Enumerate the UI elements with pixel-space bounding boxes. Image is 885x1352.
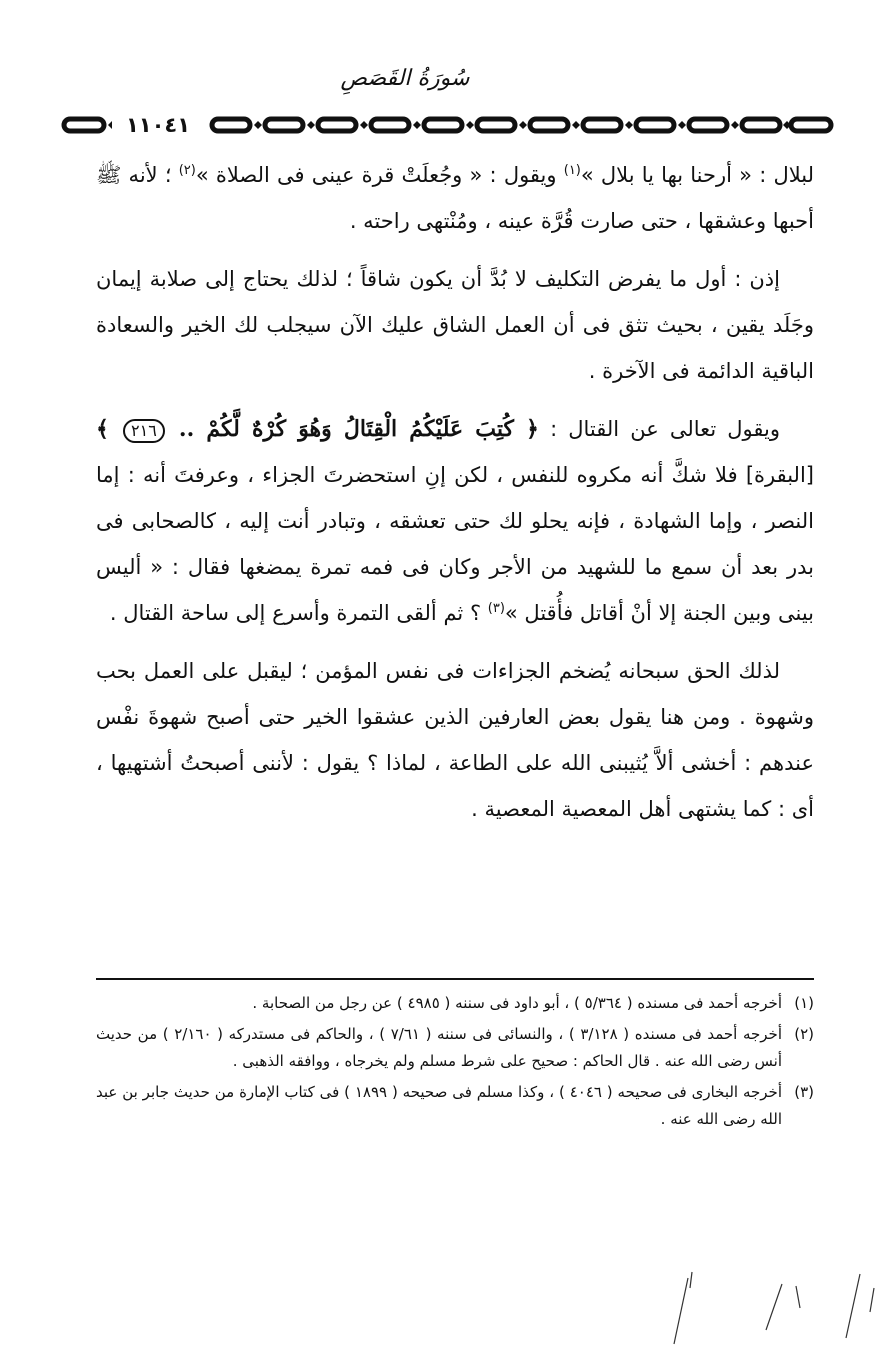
footnote-label: (٢) <box>794 1025 814 1043</box>
text-run: ؛ لأنه ﷺ أحبها وعشقها ، حتى صارت قُرَّة عينه ، ومُنْتهى راحته . <box>96 163 814 233</box>
text-run: لبلال : « أرحنا بها يا بلال » <box>580 163 814 187</box>
text-run: [البقرة] فلا شكَّ أنه مكروه للنفس ، لكن إنِ استحضرتَ الجزاء ، وعرفتَ أنه : إما النصر ، وإما الشهادة ، فإنه يحلو لك حتى تعشقه ، وتبادر أنت إليه ، كالصحابى فى بدر بعد أن سمع ما للشهيد من الأجر وكان فى فمه تمرة يمضغها فقال : « أليس بينى وبين الجنة إلا أنْ أقاتل فأُقتل » <box>96 463 814 625</box>
footnote-label: (٣) <box>794 1083 814 1101</box>
text-run: إذن : أول ما يفرض التكليف لا بُدَّ أن يكون شاقاً ؛ لذلك يحتاج إلى صلابة إيمان وجَلَد يقين ، بحيث تثق فى أن العمل الشاق عليك الآن سيجلب لك الخير والسعادة الباقية الدائمة فى الآخرة . <box>96 267 814 383</box>
footnote-ref-1: (١) <box>563 163 581 178</box>
footnote-1 <box>96 990 814 1017</box>
text-run: ؟ ثم ألقى التمرة وأسرع إلى ساحة القتال . <box>109 601 488 625</box>
paragraph-1 <box>96 152 814 244</box>
footnote-3 <box>96 1079 814 1133</box>
footnote-ref-3: (٣) <box>487 601 505 616</box>
paragraph-3 <box>96 406 814 636</box>
text-run: ويقول : « وجُعلَتْ قرة عينى فى الصلاة » <box>195 163 564 187</box>
text-run: ويقول تعالى عن القتال : <box>538 417 781 441</box>
footnote-text: أخرجه أحمد فى مسنده ( ٥/٣٦٤ ) ، أبو داود فى سننه ( ٤٩٨٥ ) عن رجل من الصحابة . <box>252 994 782 1012</box>
main-text <box>96 152 814 844</box>
footnote-text: أخرجه أحمد فى مسنده ( ٣/١٢٨ ) ، والنسائى فى سننه ( ٧/٦١ ) ، والحاكم فى مستدركه ( ٢/١٦٠ ) من حديث أنس رضى الله عنه . قال الحاكم : صحيح على شرط مسلم ولم يخرجاه ، ووافقه الذهبى . <box>96 1025 782 1070</box>
ayah-number-badge: ٢١٦ <box>123 419 165 443</box>
quran-verse: ﴿ كُتِبَ عَلَيْكُمُ الْقِتَالُ وَهُوَ كُرْهٌ لَّكُمْ .. <box>166 416 539 442</box>
footnote-ref-2: (٢) <box>178 163 196 178</box>
pencil-marks <box>670 1268 880 1348</box>
footnote-2 <box>96 1021 814 1075</box>
paragraph-4 <box>96 648 814 832</box>
footnote-label: (١) <box>794 994 814 1012</box>
footnotes-section <box>96 990 814 1137</box>
quran-bracket: ﴾ <box>96 416 122 442</box>
footnote-divider <box>96 978 814 980</box>
paragraph-2 <box>96 256 814 394</box>
surah-title: سُورَةُ القَصَصِ <box>340 65 470 91</box>
page-number: ١١٠٤١ <box>112 113 204 137</box>
footnote-text: أخرجه البخارى فى صحيحه ( ٤٠٤٦ ) ، وكذا مسلم فى صحيحه ( ١٨٩٩ ) فى كتاب الإمارة من حديث جابر بن عبد الله رضى الله عنه . <box>96 1083 782 1128</box>
text-run: لذلك الحق سبحانه يُضخم الجزاءات فى نفس المؤمن ؛ ليقبل على العمل بحب وشهوة . ومن هنا يقول بعض العارفين الذين عشقوا الخير حتى أصبح شهوةَ نفْس عندهم : أخشى ألاَّ يُثيبنى الله على الطاعة ، لماذا ؟ يقول : لأننى أصبحتُ أشتهيها ، أى : كما يشتهى أهل المعصية المعصية . <box>96 659 814 821</box>
